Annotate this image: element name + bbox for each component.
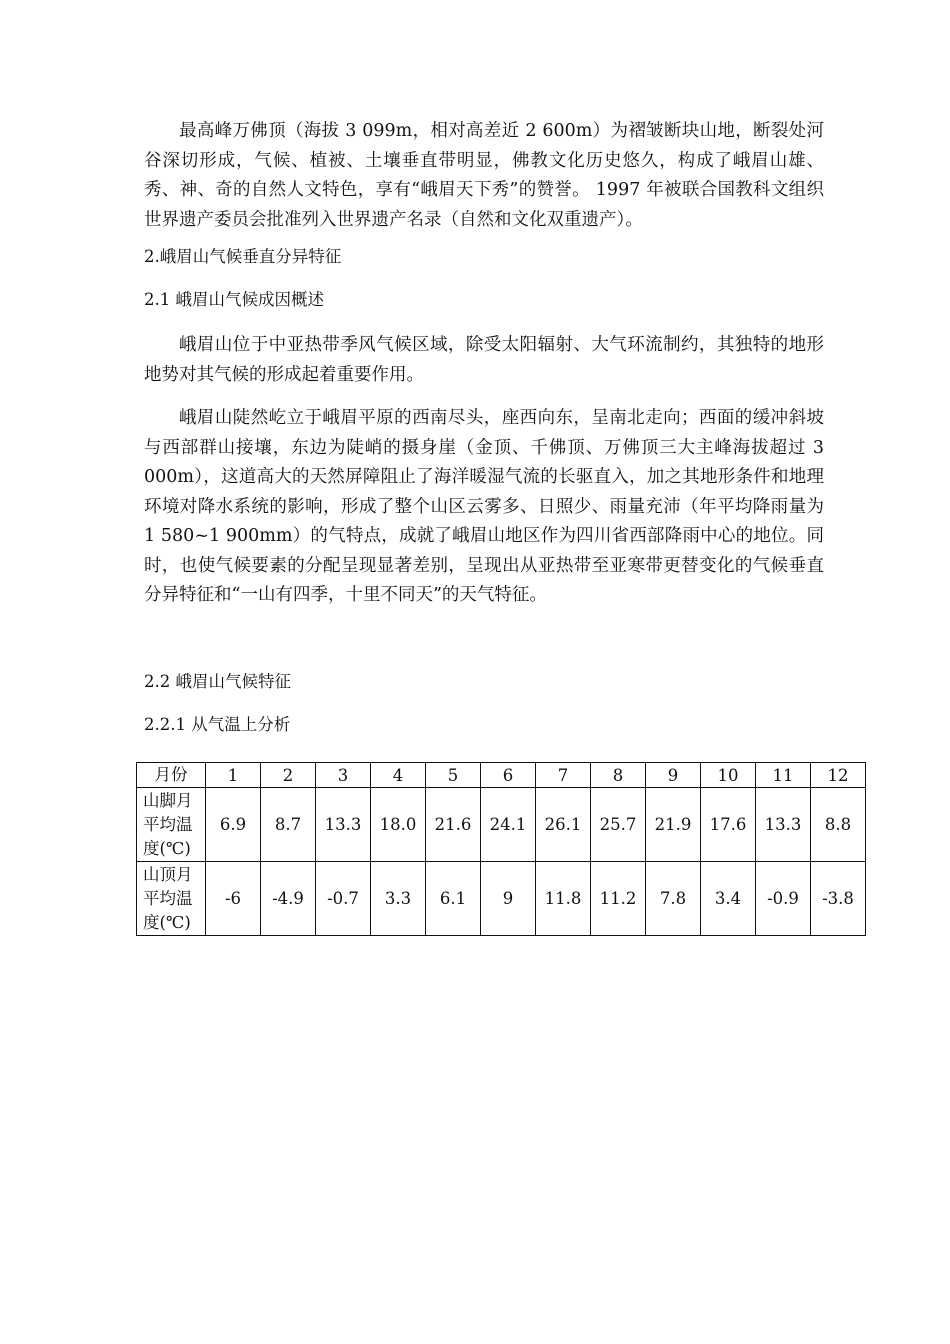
temp-cell: 11.8 [536, 862, 591, 936]
month-cell: 11 [756, 763, 811, 788]
temp-cell: 9 [481, 862, 536, 936]
table-row [137, 788, 866, 862]
temp-cell: -3.8 [811, 862, 866, 936]
temp-cell: 21.6 [426, 788, 481, 862]
header-label-cell: 月份 [137, 763, 206, 788]
month-cell: 6 [481, 763, 536, 788]
temp-cell: 3.4 [701, 862, 756, 936]
row-label-summit [137, 862, 206, 936]
temp-cell: 26.1 [536, 788, 591, 862]
row-label-line: 山顶月 [143, 864, 193, 884]
temp-cell: 6.9 [206, 788, 261, 862]
month-cell: 1 [206, 763, 261, 788]
temp-cell: 7.8 [646, 862, 701, 936]
month-cell: 12 [811, 763, 866, 788]
temp-cell: -0.7 [316, 862, 371, 936]
month-cell: 4 [371, 763, 426, 788]
row-label-line: 度(℃) [143, 912, 191, 932]
row-label-line: 平均温 [143, 888, 193, 908]
temp-cell: -4.9 [261, 862, 316, 936]
section-heading-2: 2.峨眉山气候垂直分异特征 [144, 247, 342, 266]
row-label-line: 山脚月 [143, 790, 193, 810]
temp-cell: 8.8 [811, 788, 866, 862]
temp-cell: 6.1 [426, 862, 481, 936]
month-cell: 2 [261, 763, 316, 788]
temp-cell: 13.3 [756, 788, 811, 862]
month-cell: 3 [316, 763, 371, 788]
temp-cell: 18.0 [371, 788, 426, 862]
row-label-line: 度(℃) [143, 838, 191, 858]
section-heading-2-2: 2.2 峨眉山气候特征 [144, 672, 291, 691]
row-label-foot [137, 788, 206, 862]
temp-cell: -6 [206, 862, 261, 936]
climate-cause-paragraph-2: 峨眉山陡然屹立于峨眉平原的西南尽头，座西向东，呈南北走向；西面的缓冲斜坡与西部群山接壤，东边为陡峭的摄身崖（金顶、千佛顶、万佛顶三大主峰海拔超过 3 000m），这道高大的天然屏障阻止了海洋暖湿气流的长驱直入，加之其地形条件和地理环境对降水系统的影响，形成了整个山区云雾多、日照少、雨量充沛（年平均降雨量为 1 580~1 900mm）的气特点，成就了峨眉山地区作为四川省西部降雨中心的地位。同时，也使气候要素的分配呈现显著差别，呈现出从亚热带至亚寒带更替变化的气候垂直分异特征和“一山有四季，十里不同天”的天气特征。 [144, 408, 824, 605]
temp-cell: 24.1 [481, 788, 536, 862]
row-label-line: 平均温 [143, 814, 193, 834]
section-heading-2-1: 2.1 峨眉山气候成因概述 [144, 290, 324, 309]
temp-cell: -0.9 [756, 862, 811, 936]
month-cell: 9 [646, 763, 701, 788]
temp-cell: 8.7 [261, 788, 316, 862]
temp-cell: 21.9 [646, 788, 701, 862]
temp-cell: 3.3 [371, 862, 426, 936]
temp-cell: 11.2 [591, 862, 646, 936]
month-cell: 8 [591, 763, 646, 788]
table-row [137, 862, 866, 936]
temp-cell: 13.3 [316, 788, 371, 862]
section-heading-2-2-1: 2.2.1 从气温上分析 [144, 715, 291, 734]
month-cell: 5 [426, 763, 481, 788]
month-cell: 7 [536, 763, 591, 788]
temp-cell: 25.7 [591, 788, 646, 862]
intro-paragraph: 最高峰万佛顶（海拔 3 099m，相对高差近 2 600m）为褶皱断块山地，断裂处河谷深切形成，气候、植被、土壤垂直带明显，佛教文化历史悠久，构成了峨眉山雄、秀、神、奇的自然人文特色，享有“峨眉天下秀”的赞誉。 1997 年被联合国教科文组织世界遗产委员会批准列入世界遗产名录（自然和文化双重遗产）。 [144, 121, 824, 230]
climate-cause-paragraph-1: 峨眉山位于中亚热带季风气候区域，除受太阳辐射、大气环流制约，其独特的地形地势对其气候的形成起着重要作用。 [144, 335, 824, 385]
temp-cell: 17.6 [701, 788, 756, 862]
table-header-row [137, 763, 866, 788]
month-cell: 10 [701, 763, 756, 788]
temperature-table [136, 762, 866, 936]
